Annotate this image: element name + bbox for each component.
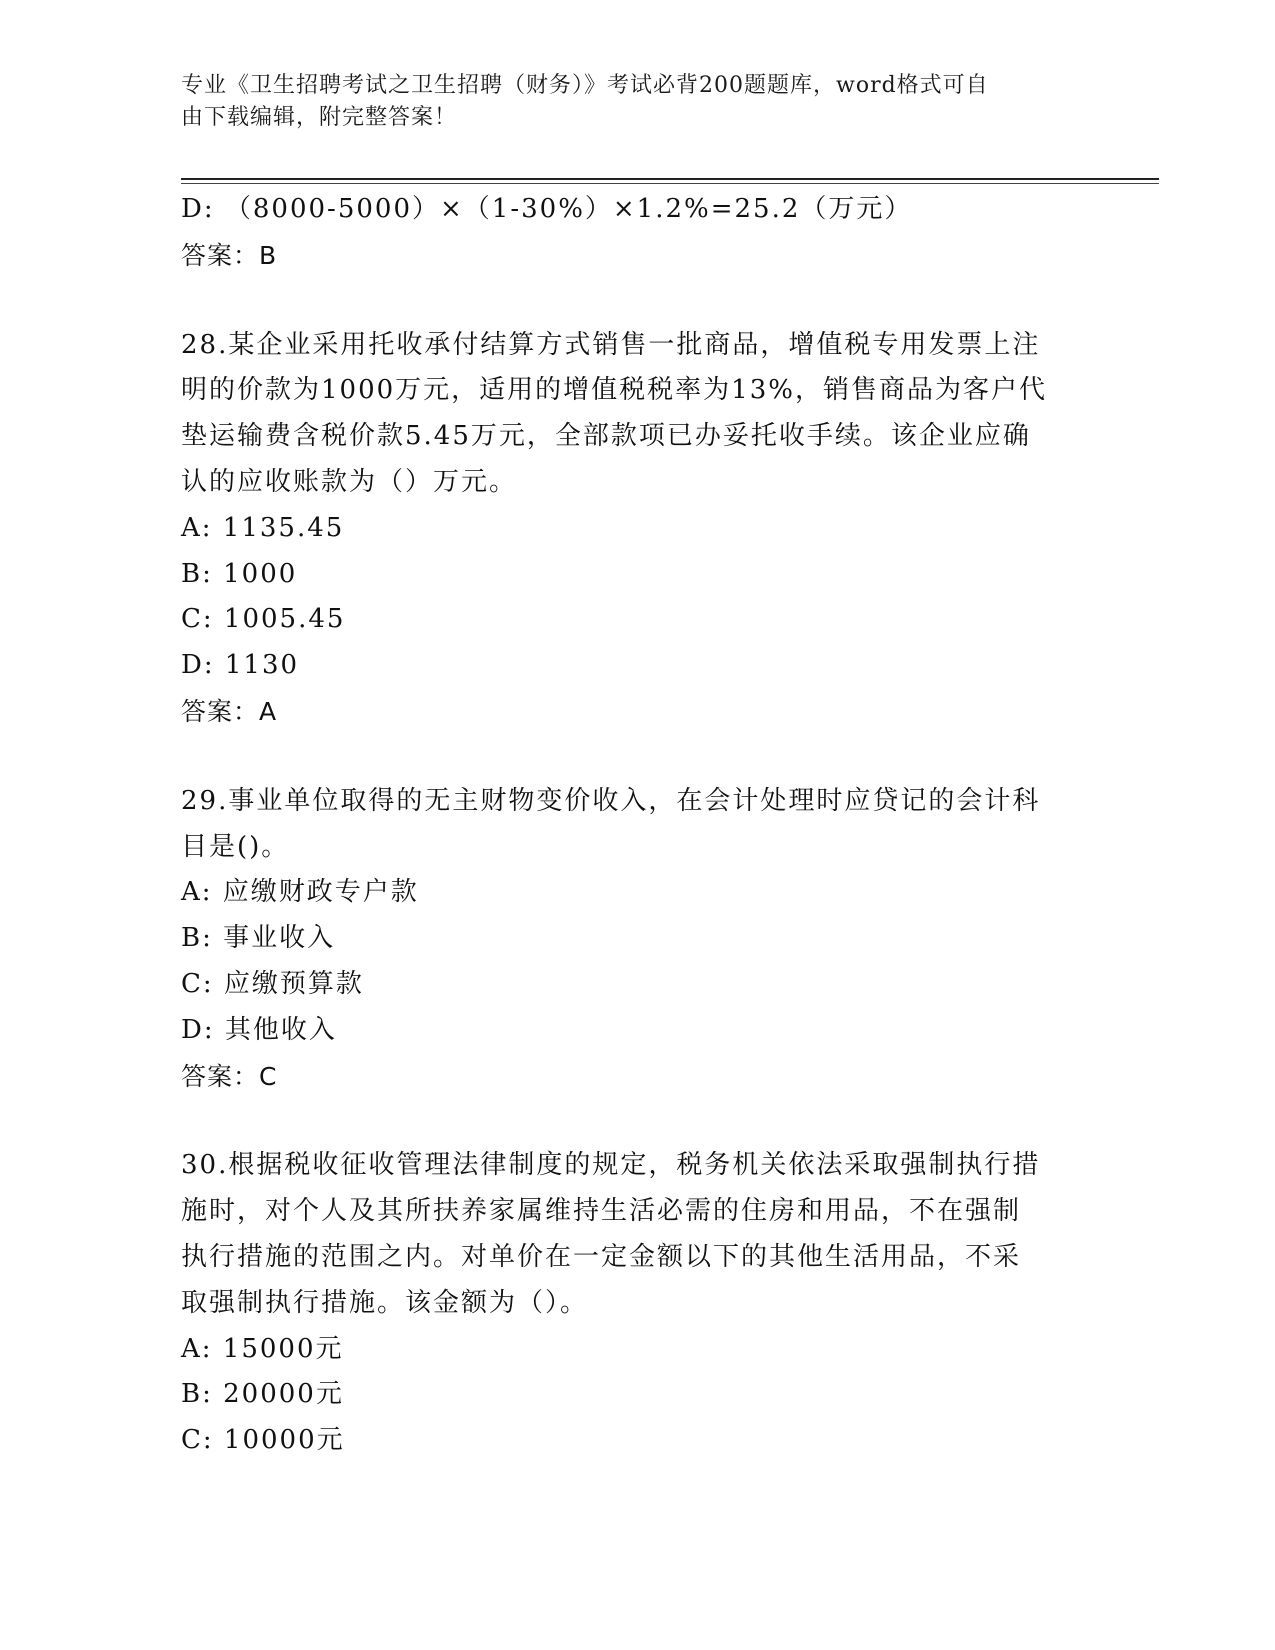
question-stem-line: 执行措施的范围之内。对单价在一定金额以下的其他生活用品，不采 [181, 1241, 1022, 1272]
question-stem-line: 28.某企业采用托收承付结算方式销售一批商品，增值税专用发票上注 [181, 329, 1041, 360]
question-28 [181, 323, 1101, 735]
header-divider-thick [181, 178, 1159, 180]
option-c: C: 1005.45 [181, 604, 346, 635]
answer-label: 答案：A [181, 696, 278, 726]
question-stem-line: 29.事业单位取得的无主财物变价收入，在会计处理时应贷记的会计科 [181, 785, 1041, 816]
question-30 [181, 1143, 1101, 1464]
question-spacer [181, 735, 1101, 779]
option-d: D: 1130 [181, 650, 300, 681]
header-divider-thin [181, 183, 1159, 184]
question-stem-line: 30.根据税收征收管理法律制度的规定，税务机关依法采取强制执行措 [181, 1150, 1041, 1181]
question-stem-line: 认的应收账款为（）万元。 [181, 466, 518, 497]
question-spacer [181, 1099, 1101, 1143]
prev-question-answer: 答案：B [181, 240, 278, 270]
question-spacer [181, 279, 1101, 323]
question-stem-line: 取强制执行措施。该金额为（）。 [181, 1287, 589, 1318]
option-b: B: 20000元 [181, 1379, 344, 1410]
header-title-line-2: 由下载编辑，附完整答案！ [181, 105, 458, 130]
option-b: B: 1000 [181, 558, 298, 589]
question-list [181, 187, 1101, 1464]
question-29 [181, 779, 1101, 1100]
question-stem-line: 垫运输费含税价款5.45万元，全部款项已办妥托收手续。该企业应确 [181, 421, 1031, 452]
option-a: A: 1135.45 [181, 512, 345, 543]
option-c: C: 应缴预算款 [181, 968, 364, 999]
answer-label: 答案：C [181, 1061, 278, 1091]
question-stem-line: 施时，对个人及其所扶养家属维持生活必需的住房和用品，不在强制 [181, 1196, 1022, 1227]
question-stem-line: 目是()。 [181, 831, 290, 862]
option-d: D: 其他收入 [181, 1014, 337, 1045]
header-title-line-1: 专业《卫生招聘考试之卫生招聘（财务）》考试必背200题题库，word格式可自 [181, 73, 989, 98]
question-stem-line: 明的价款为1000万元，适用的增值税税率为13%，销售商品为客户代 [181, 375, 1047, 406]
option-a: A: 应缴财政专户款 [181, 877, 419, 908]
option-a: A: 15000元 [181, 1333, 344, 1364]
option-c: C: 10000元 [181, 1425, 345, 1456]
option-b: B: 事业收入 [181, 923, 336, 954]
prev-question-option-d: D: （8000-5000）×（1-30%）×1.2%=25.2（万元） [181, 194, 913, 224]
document-header [181, 70, 1061, 134]
